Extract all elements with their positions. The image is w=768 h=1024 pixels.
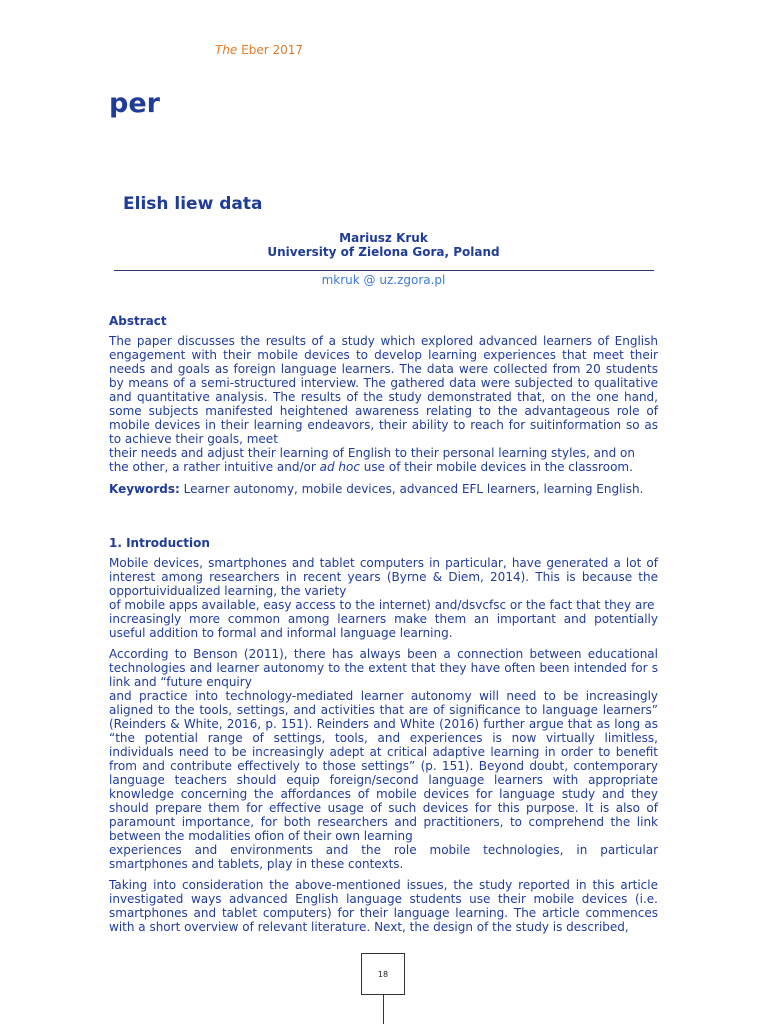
introduction-heading: 1. Introduction [109,536,210,550]
abstract-text-main: The paper discusses the results of a study which explored advanced learners of English engagement with their mobile devices to develop learning experiences that meet their needs and goals as foreign language learners. The data were collected from 20 students by means of a semi-structured interview. The gathered data were subjected to qualitative and quantitative analysis. The results of the study demonstrated that, on the one hand, some subjects manifested heightened awareness relating to the advantageous role of mobile devices in their learning endeavors, their ability to reach for suitinformation so as to achieve their goals, meet [109,334,658,446]
abstract-text-line3-after: use of their mobile devices in the classroom. [359,460,633,474]
intro-p2-b: and practice into technology-mediated learner autonomy will need to be increasingly aligned to the tools, settings, and activities that are of significance to language learners” (Reinders & White, 2016, p. 151). Reinders and White (2016) further argue that as long as “the potential range of settings, tools, and experiences is now virtually limitless, individuals need to be increasingly adept at critical adaptive learning in order to benefit from and contribute effectively to those settings” (p. 151). Beyond doubt, contemporary language teachers should equip foreign/second language learners with appropriate knowledge concerning the affordances of mobile devices for language study and they should prepare them for effective usage of such devices for this purpose. It is also of paramount importance, for both researchers and practitioners, to comprehend the link between the modalities ofion of their own learning [109,689,658,843]
keywords-text: Learner autonomy, mobile devices, advanced EFL learners, learning English. [179,482,644,496]
paper-title: Elish liew data [123,194,263,214]
journal-header-rest: Eber 2017 [237,43,304,57]
intro-p1-b: of mobile apps available, easy access to the internet) and/dsvcfsc or the fact that they are [109,598,655,612]
intro-paragraph-1 [109,556,658,640]
keywords-label: Keywords: [109,482,180,496]
intro-paragraph-3 [109,878,658,934]
page-number: 18 [361,953,405,995]
author-affiliation: University of Zielona Gora, Poland [267,245,500,259]
banner-title: per [109,88,160,119]
abstract-text-line3-italic: ad hoc [319,460,360,474]
author-block [109,231,658,259]
author-name: Mariusz Kruk [339,231,428,245]
author-email-link[interactable]: mkruk @ uz.zgora.pl [321,273,446,287]
intro-p2-a: According to Benson (2011), there has always been a connection between educational technologies and learner autonomy to the extent that they have often been intended for s link and “future enquiry [109,647,658,689]
abstract-heading: Abstract [109,314,167,328]
intro-p2-c: experiences and environments and the role mobile technologies, in particular smartphones and tablets, play in these contexts. [109,843,658,871]
abstract-text-line3 [109,460,658,474]
journal-header [215,43,303,57]
author-divider [114,270,654,271]
abstract-text-line3-before: the other, a rather intuitive and/or [109,460,320,474]
page-number-stem [383,995,384,1024]
intro-p1-a: Mobile devices, smartphones and tablet computers in particular, have generated a lot of interest among researchers in recent years (Byrne & Diem, 2014). This is because the opportuividualized learning, the variety [109,556,658,598]
keywords [109,482,658,496]
abstract-text-line2: their needs and adjust their learning of English to their personal learning styles, and on [109,446,636,460]
abstract-body [109,334,658,474]
intro-p1-c: increasingly more common among learners make them an important and potentially useful addition to formal and informal language learning. [109,612,658,640]
intro-paragraph-2 [109,647,658,871]
journal-header-italic: The [215,43,238,57]
intro-p3-text: Taking into consideration the above-mentioned issues, the study reported in this article investigated ways advanced English language students use their mobile devices (i.e. smartphones and tablet computers) for their language learning. The article commences with a short overview of relevant literature. Next, the design of the study is described, [109,878,658,934]
